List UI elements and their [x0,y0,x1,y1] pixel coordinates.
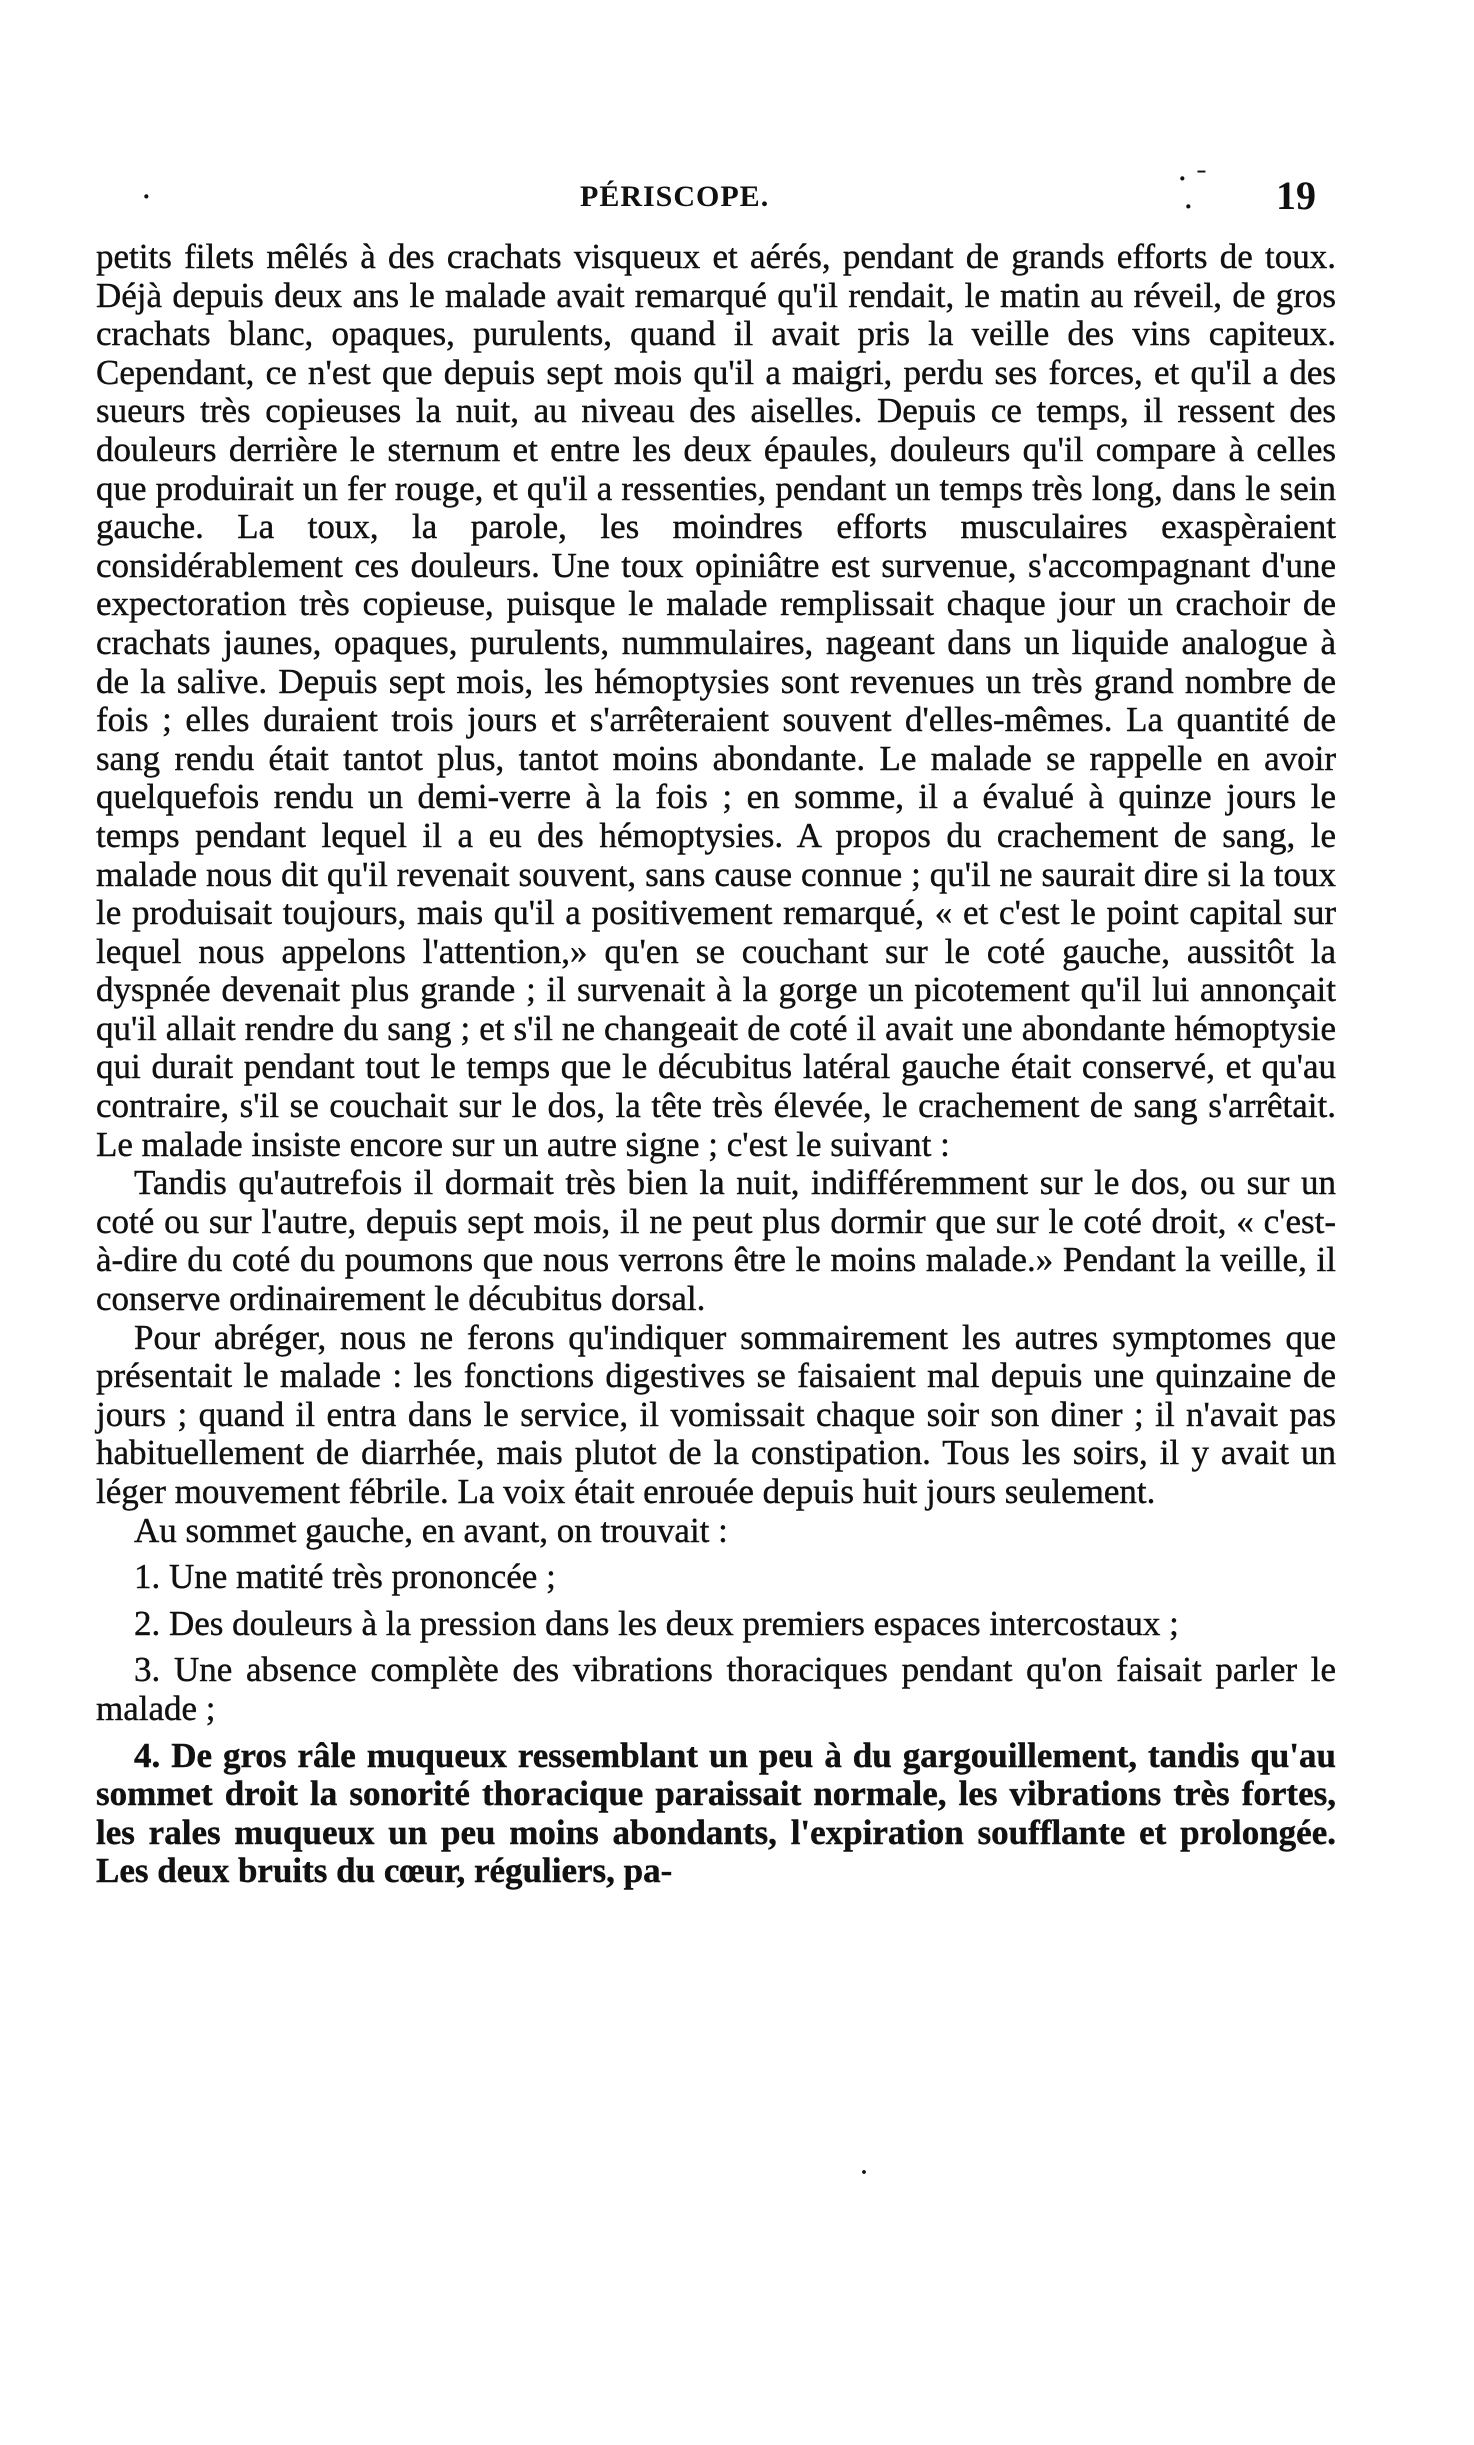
list-item-4: 4. De gros râle muqueux ressemblant un peu à du gargouillement, tandis qu'au sommet droit la sonorité thoracique paraissait normale, les vibrations très fortes, les rales muqueux un peu moins abondants, l'expiration soufflante et prolongée. Les deux bruits du cœur, réguliers, pa- [96,1735,1336,1891]
paragraph-case-history: petits filets mêlés à des crachats visqueux et aérés, pendant de grands efforts de toux. Déjà depuis deux ans le malade avait remarqué qu'il rendait, le matin au réveil, de gros crachats blanc, opaques, purulents, quand il avait pris la veille des vins capiteux. Cependant, ce n'est que depuis sept mois qu'il a maigri, perdu ses forces, et qu'il a des sueurs très copieuses la nuit, au niveau des aiselles. Depuis ce temps, il ressent des douleurs derrière le sternum et entre les deux épaules, douleurs qu'il compare à celles que produirait un fer rouge, et qu'il a ressenties, pendant un temps très long, dans le sein gauche. La toux, la parole, les moindres efforts musculaires exaspèraient considérablement ces douleurs. Une toux opiniâtre est survenue, s'accompagnant d'une expectoration très copieuse, puisque le malade remplissait chaque jour un crachoir de crachats jaunes, opaques, purulents, nummulaires, nageant dans un liquide analogue à de la salive. Depuis sept mois, les hémoptysies sont revenues un très grand nombre de fois ; elles duraient trois jours et s'arrêteraient souvent d'elles-mêmes. La quantité de sang rendu était tantot plus, tantot moins abondante. Le malade se rappelle en avoir quelquefois rendu un demi-verre à la fois ; en somme, il a évalué à quinze jours le temps pendant lequel il a eu des hémoptysies. A propos du crachement de sang, le malade nous dit qu'il revenait souvent, sans cause connue ; qu'il ne saurait dire si la toux le produisait toujours, mais qu'il a positivement remarqué, « et c'est le point capital sur lequel nous appelons l'attention,» qu'en se couchant sur le coté gauche, aussitôt la dyspnée devenait plus grande ; il survenait à la gorge un picotement qu'il lui annonçait qu'il allait rendre du sang ; et s'il ne changeait de coté il avait une abondante hémoptysie qui durait pendant tout le temps que le décubitus latéral gauche était conservé, et qu'au contraire, s'il se couchait sur le dos, la tête très élevée, le crachement de sang s'arrêtait. Le malade insiste encore sur un autre signe ; c'est le suivant : [96,237,1336,1164]
running-head-title: PÉRISCOPE. [580,180,770,213]
page-number: 19 [1276,173,1316,218]
list-item-2: 2. Des douleurs à la pression dans les deux premiers espaces intercostaux ; [134,1603,1179,1643]
list-item-1: 1. Une matité très prononcée ; [134,1557,556,1597]
list-item-3: 3. Une absence complète des vibrations thoraciques pendant qu'on faisait parler le malade ; [96,1650,1336,1728]
footer-mark: · [860,2160,869,2186]
paragraph-other-symptoms: Pour abréger, nous ne ferons qu'indiquer sommairement les autres symptomes que présentait le malade : les fonctions digestives se faisaient mal depuis une quinzaine de jours ; quand il entra dans le service, il vomissait chaque soir son diner ; il n'avait pas habituellement de diarrhée, mais plutot de la constipation. Tous les soirs, il y avait un léger mouvement fébrile. La voix était enrouée depuis huit jours seulement. [96,1317,1336,1511]
running-head-right-mark: · ˉ [1178,164,1208,193]
running-head-right-mark-lower: · [1184,192,1193,221]
paragraph-left-apex-intro: Au sommet gauche, en avant, on trouvait : [134,1510,728,1550]
running-head [100,164,1320,228]
paragraph-decubitus: Tandis qu'autrefois il dormait très bien la nuit, indifféremment sur le dos, ou sur un coté ou sur l'autre, depuis sept mois, il ne peut plus dormir que sur le coté droit, « c'est-à-dire du coté du poumons que nous verrons être le moins malade.» Pendant la veille, il conserve ordinairement le décubitus dorsal. [96,1163,1336,1319]
running-head-left-mark: · [142,182,151,211]
body-text [96,238,1336,1891]
